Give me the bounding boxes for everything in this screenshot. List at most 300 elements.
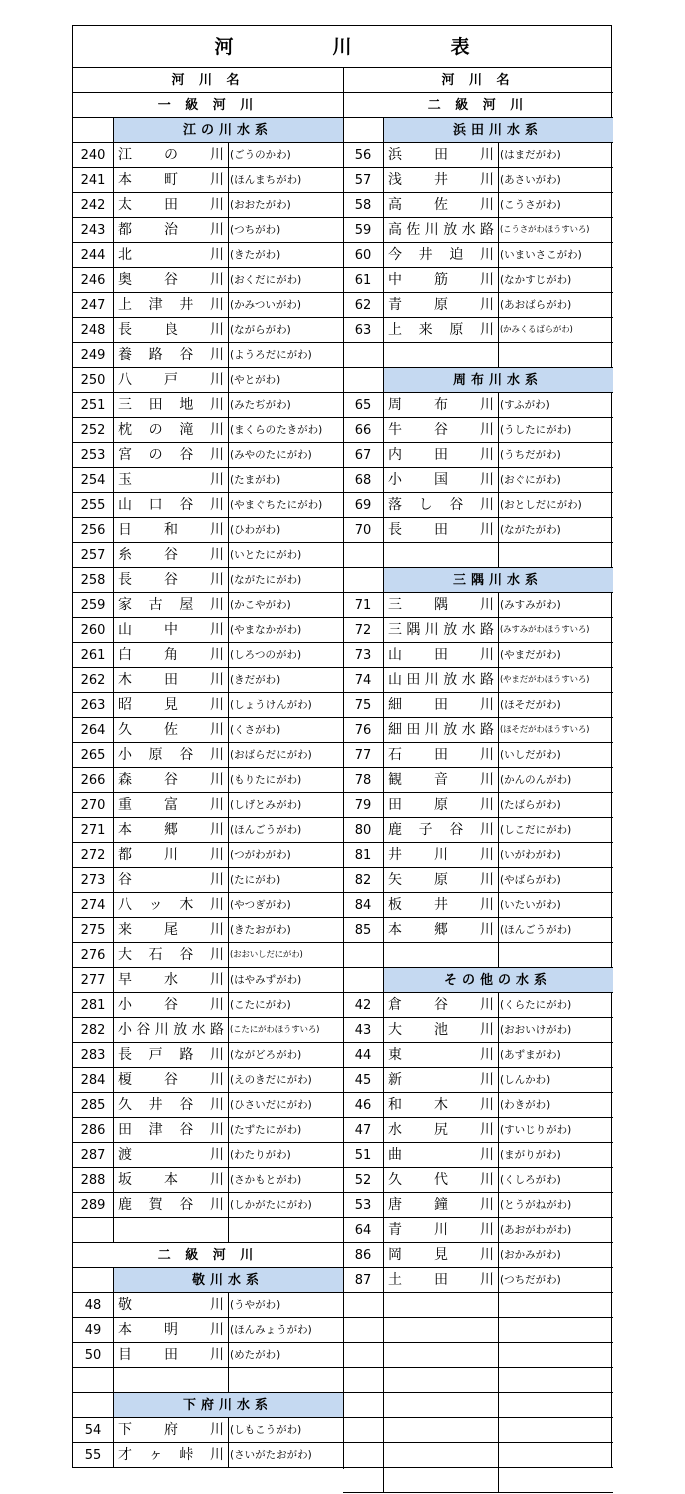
river-reading: (みたぢがわ)	[228, 393, 343, 418]
column-divider	[498, 1168, 499, 1193]
column-divider	[383, 1418, 384, 1443]
river-reading: (あさいがわ)	[498, 168, 613, 193]
river-name: 三隅川放水路	[383, 618, 498, 643]
column-divider	[113, 618, 114, 643]
river-name: 倉谷川	[383, 993, 498, 1018]
river-number: 252	[73, 418, 113, 443]
river-name: 大池川	[383, 1018, 498, 1043]
empty-cell	[343, 1318, 383, 1343]
river-name: 大石谷川	[113, 943, 228, 968]
right-table-row	[73, 793, 611, 818]
river-reading: (あずまがわ)	[498, 1043, 613, 1068]
right-table-row	[73, 268, 611, 293]
right-table-row	[73, 693, 611, 718]
column-divider	[498, 443, 499, 468]
column-divider	[228, 293, 229, 318]
column-divider	[228, 193, 229, 218]
river-reading: (うやがわ)	[228, 1293, 343, 1318]
column-divider	[498, 893, 499, 918]
river-reading: (まがりがわ)	[498, 1143, 613, 1168]
river-name: 三隅川	[383, 593, 498, 618]
right-table-row	[73, 193, 611, 218]
column-divider	[228, 693, 229, 718]
empty-cell	[498, 943, 613, 968]
column-divider	[383, 293, 384, 318]
river-name: 高佐川放水路	[383, 218, 498, 243]
column-divider	[228, 1093, 229, 1118]
river-reading: (たまがわ)	[228, 468, 343, 493]
river-name: 中筋川	[383, 268, 498, 293]
column-divider	[228, 568, 229, 593]
column-header: 河 川 名	[343, 68, 613, 93]
river-number: 248	[73, 318, 113, 343]
column-divider	[498, 1368, 499, 1393]
column-divider	[498, 1218, 499, 1243]
column-divider	[498, 1118, 499, 1143]
river-number: 263	[73, 693, 113, 718]
right-table-row	[73, 593, 611, 618]
column-divider	[498, 593, 499, 618]
column-divider	[383, 718, 384, 743]
river-reading: (やまだがわ)	[498, 643, 613, 668]
column-divider	[113, 843, 114, 868]
river-reading: (さいがたおがわ)	[228, 1443, 343, 1468]
column-divider	[228, 743, 229, 768]
column-divider	[228, 668, 229, 693]
column-divider	[113, 568, 114, 593]
river-number: 244	[73, 243, 113, 268]
river-name: 細田川	[383, 693, 498, 718]
column-divider	[228, 643, 229, 668]
river-reading: (くらたにがわ)	[498, 993, 613, 1018]
column-divider	[383, 568, 384, 593]
river-number: 243	[73, 218, 113, 243]
river-number: 77	[343, 743, 383, 768]
right-table-row	[73, 443, 611, 468]
column-divider	[228, 893, 229, 918]
column-divider	[383, 1393, 384, 1418]
column-divider	[228, 618, 229, 643]
column-divider	[498, 193, 499, 218]
right-table-row	[73, 1018, 611, 1043]
river-reading: (うちだがわ)	[498, 443, 613, 468]
column-divider	[383, 893, 384, 918]
column-divider	[113, 343, 114, 368]
column-divider	[383, 318, 384, 343]
river-name: 牛谷川	[383, 418, 498, 443]
river-number: 62	[343, 293, 383, 318]
river-name: 山田川	[383, 643, 498, 668]
river-name: 上来原川	[383, 318, 498, 343]
water-system-header: 江の川水系	[113, 118, 343, 143]
river-name: 谷 川	[113, 868, 228, 893]
river-reading: (たばらがわ)	[498, 793, 613, 818]
river-name: 浅井川	[383, 168, 498, 193]
column-divider	[383, 668, 384, 693]
right-table-row	[73, 1093, 611, 1118]
empty-cell	[343, 1293, 383, 1318]
right-table-row	[73, 1143, 611, 1168]
river-number: 262	[73, 668, 113, 693]
river-name: 玉 川	[113, 468, 228, 493]
river-name: 重富川	[113, 793, 228, 818]
right-table-row	[73, 1268, 611, 1293]
river-number: 256	[73, 518, 113, 543]
column-divider	[228, 343, 229, 368]
river-name: 細田川放水路	[383, 718, 498, 743]
river-number: 80	[343, 818, 383, 843]
river-number: 66	[343, 418, 383, 443]
river-reading: (すふがわ)	[498, 393, 613, 418]
empty-cell	[383, 1318, 498, 1343]
river-name: 八戸川	[113, 368, 228, 393]
column-divider	[383, 1068, 384, 1093]
river-reading: (ひさいだにがわ)	[228, 1093, 343, 1118]
column-divider	[498, 993, 499, 1018]
right-table-row	[73, 418, 611, 443]
column-divider	[228, 268, 229, 293]
column-divider	[228, 418, 229, 443]
river-name: 小国川	[383, 468, 498, 493]
column-divider	[113, 1418, 114, 1443]
river-name: 長谷川	[113, 568, 228, 593]
column-divider	[383, 1093, 384, 1118]
river-name: 内田川	[383, 443, 498, 468]
river-name: 榎谷川	[113, 1068, 228, 1093]
right-table-row	[73, 1318, 611, 1343]
river-name: 落し谷川	[383, 493, 498, 518]
water-system-header: 敬川水系	[113, 1268, 343, 1293]
column-divider	[498, 718, 499, 743]
column-divider	[113, 118, 114, 143]
column-divider	[228, 493, 229, 518]
column-divider	[498, 1468, 499, 1493]
column-divider	[498, 268, 499, 293]
river-reading: (しかがたにがわ)	[228, 1193, 343, 1218]
column-divider	[383, 743, 384, 768]
river-number: 282	[73, 1018, 113, 1043]
column-divider	[113, 243, 114, 268]
water-system-header: 浜田川水系	[383, 118, 613, 143]
column-divider	[228, 1443, 229, 1468]
right-table-row	[73, 1293, 611, 1318]
river-reading: (ながどろがわ)	[228, 1043, 343, 1068]
river-name: 坂本川	[113, 1168, 228, 1193]
river-reading: (たにがわ)	[228, 868, 343, 893]
column-divider	[498, 1193, 499, 1218]
column-header: 二 級 河 川	[343, 93, 613, 118]
column-divider	[228, 1193, 229, 1218]
river-reading: (おおいけがわ)	[498, 1018, 613, 1043]
column-divider	[498, 693, 499, 718]
right-table-row	[73, 1443, 611, 1468]
column-divider	[498, 768, 499, 793]
right-table-row	[73, 68, 611, 93]
river-name: 山口谷川	[113, 493, 228, 518]
empty-cell	[343, 943, 383, 968]
column-divider	[228, 793, 229, 818]
river-name: 田原川	[383, 793, 498, 818]
column-divider	[113, 993, 114, 1018]
river-number: 281	[73, 993, 113, 1018]
river-name: 青原川	[383, 293, 498, 318]
river-reading: (やとがわ)	[228, 368, 343, 393]
river-reading: (ようろだにがわ)	[228, 343, 343, 368]
column-divider	[498, 493, 499, 518]
river-reading: (ほそだがわほうすいろ)	[498, 718, 613, 743]
column-divider	[498, 1418, 499, 1443]
river-reading: (みやのたにがわ)	[228, 443, 343, 468]
river-name: 東 川	[383, 1043, 498, 1068]
river-name: 観音川	[383, 768, 498, 793]
column-divider	[113, 1393, 114, 1418]
column-divider	[383, 868, 384, 893]
river-number: 261	[73, 643, 113, 668]
column-divider	[113, 1143, 114, 1168]
river-reading: (こうさがわほうすいろ)	[498, 218, 613, 243]
column-divider	[113, 1193, 114, 1218]
column-divider	[228, 918, 229, 943]
river-reading: (なかすじがわ)	[498, 268, 613, 293]
river-name: 糸谷川	[113, 543, 228, 568]
column-divider	[498, 1393, 499, 1418]
river-name: 浜田川	[383, 143, 498, 168]
river-number: 247	[73, 293, 113, 318]
river-number: 249	[73, 343, 113, 368]
river-name: 白角川	[113, 643, 228, 668]
column-divider	[113, 1343, 114, 1368]
column-divider	[113, 643, 114, 668]
right-table-row	[73, 343, 611, 368]
column-divider	[498, 1293, 499, 1318]
river-name: 久代川	[383, 1168, 498, 1193]
river-number: 283	[73, 1043, 113, 1068]
column-divider	[498, 218, 499, 243]
right-table-row	[73, 493, 611, 518]
empty-cell	[498, 343, 613, 368]
column-divider	[113, 493, 114, 518]
column-divider	[113, 1218, 114, 1243]
empty-cell	[343, 1393, 383, 1418]
river-number: 74	[343, 668, 383, 693]
column-divider	[498, 1318, 499, 1343]
column-divider	[228, 818, 229, 843]
river-name: 木田川	[113, 668, 228, 693]
column-divider	[498, 543, 499, 568]
river-name: 家古屋川	[113, 593, 228, 618]
column-divider	[498, 518, 499, 543]
column-divider	[383, 143, 384, 168]
river-number: 84	[343, 893, 383, 918]
river-reading: (ほんごうがわ)	[498, 918, 613, 943]
river-name: 枕の滝川	[113, 418, 228, 443]
river-name: 久佐川	[113, 718, 228, 743]
column-divider	[383, 593, 384, 618]
column-divider	[383, 443, 384, 468]
river-name: 養路谷川	[113, 343, 228, 368]
river-number: 53	[343, 1193, 383, 1218]
river-reading: (やまなかがわ)	[228, 618, 343, 643]
column-divider	[383, 1243, 384, 1268]
column-divider	[113, 218, 114, 243]
column-divider	[498, 393, 499, 418]
river-name: 水尻川	[383, 1118, 498, 1143]
river-reading: (おおいしだにがわ)	[228, 943, 343, 968]
river-reading: (つがわがわ)	[228, 843, 343, 868]
column-divider	[383, 1168, 384, 1193]
column-divider	[498, 468, 499, 493]
river-number: 259	[73, 593, 113, 618]
river-reading: (ひわがわ)	[228, 518, 343, 543]
column-divider	[113, 1293, 114, 1318]
column-divider	[498, 868, 499, 893]
river-name: 日和川	[113, 518, 228, 543]
water-system-header: 下府川水系	[113, 1393, 343, 1418]
river-name: 和木川	[383, 1093, 498, 1118]
right-table-row	[73, 118, 611, 143]
river-name: 目田川	[113, 1343, 228, 1368]
river-name: 岡見川	[383, 1243, 498, 1268]
empty-cell	[383, 1343, 498, 1368]
river-reading: (えのきだにがわ)	[228, 1068, 343, 1093]
right-table-row	[73, 668, 611, 693]
column-divider	[113, 368, 114, 393]
column-divider	[228, 1318, 229, 1343]
column-divider	[228, 218, 229, 243]
empty-cell	[498, 1393, 613, 1418]
column-divider	[498, 1043, 499, 1068]
right-table-row	[73, 1193, 611, 1218]
river-number: 287	[73, 1143, 113, 1168]
right-table-row	[73, 393, 611, 418]
river-reading: (いまいさこがわ)	[498, 243, 613, 268]
column-divider	[113, 393, 114, 418]
river-number: 87	[343, 1268, 383, 1293]
river-number: 265	[73, 743, 113, 768]
empty-cell	[343, 543, 383, 568]
column-divider	[498, 943, 499, 968]
river-number: 49	[73, 1318, 113, 1343]
column-divider	[228, 1218, 229, 1243]
column-divider	[383, 1268, 384, 1293]
empty-cell	[343, 1368, 383, 1393]
column-divider	[383, 468, 384, 493]
column-divider	[498, 643, 499, 668]
column-divider	[228, 468, 229, 493]
column-header: 河 川 名	[73, 68, 343, 93]
river-reading: (こうさがわ)	[498, 193, 613, 218]
river-reading: (かみついがわ)	[228, 293, 343, 318]
column-divider	[113, 668, 114, 693]
river-number: 288	[73, 1168, 113, 1193]
empty-cell	[383, 1393, 498, 1418]
column-divider	[498, 318, 499, 343]
column-divider	[113, 743, 114, 768]
river-number: 50	[73, 1343, 113, 1368]
column-divider	[228, 843, 229, 868]
column-divider	[228, 443, 229, 468]
river-name: 下府川	[113, 1418, 228, 1443]
column-divider	[383, 218, 384, 243]
blank-cell	[343, 968, 383, 993]
table-title: 河 川 表	[73, 26, 611, 68]
river-number: 51	[343, 1143, 383, 1168]
right-table-row	[73, 868, 611, 893]
river-number: 258	[73, 568, 113, 593]
river-number: 68	[343, 468, 383, 493]
right-table-row	[73, 543, 611, 568]
river-number: 70	[343, 518, 383, 543]
river-name: 小原谷川	[113, 743, 228, 768]
river-number: 85	[343, 918, 383, 943]
column-divider	[383, 493, 384, 518]
right-table-row	[73, 1118, 611, 1143]
river-name: 高佐川	[383, 193, 498, 218]
river-number: 82	[343, 868, 383, 893]
river-number: 264	[73, 718, 113, 743]
river-name: 本町川	[113, 168, 228, 193]
center-divider	[343, 68, 344, 1469]
river-reading: (まくらのたきがわ)	[228, 418, 343, 443]
empty-cell	[343, 1343, 383, 1368]
water-system-header: 三隅川水系	[383, 568, 613, 593]
river-reading: (さかもとがわ)	[228, 1168, 343, 1193]
right-table-row	[73, 943, 611, 968]
column-divider	[383, 843, 384, 868]
column-divider	[383, 518, 384, 543]
river-reading: (うしたにがわ)	[498, 418, 613, 443]
column-divider	[113, 1443, 114, 1468]
river-number: 272	[73, 843, 113, 868]
column-divider	[498, 918, 499, 943]
river-name: 周布川	[383, 393, 498, 418]
column-divider	[498, 818, 499, 843]
river-name: 太田川	[113, 193, 228, 218]
column-divider	[228, 1018, 229, 1043]
river-reading: (ごうのかわ)	[228, 143, 343, 168]
river-number: 73	[343, 643, 383, 668]
empty-cell	[383, 1293, 498, 1318]
river-number: 270	[73, 793, 113, 818]
empty-cell	[498, 1343, 613, 1368]
empty-cell	[498, 1418, 613, 1443]
empty-cell	[343, 1468, 383, 1493]
river-number: 254	[73, 468, 113, 493]
column-divider	[383, 1318, 384, 1343]
river-reading: (かみくるばらがわ)	[498, 318, 613, 343]
river-name: 来尾川	[113, 918, 228, 943]
river-number: 285	[73, 1093, 113, 1118]
right-table-row	[73, 918, 611, 943]
river-reading: (ながらがわ)	[228, 318, 343, 343]
river-number: 72	[343, 618, 383, 643]
column-divider	[383, 243, 384, 268]
river-reading: (いとたにがわ)	[228, 543, 343, 568]
column-divider	[113, 293, 114, 318]
empty-cell	[383, 943, 498, 968]
column-divider	[113, 1268, 114, 1293]
right-table-row	[73, 893, 611, 918]
column-divider	[383, 1293, 384, 1318]
river-number: 69	[343, 493, 383, 518]
column-divider	[113, 543, 114, 568]
river-reading: (やばらがわ)	[498, 868, 613, 893]
river-reading: (はまだがわ)	[498, 143, 613, 168]
column-divider	[383, 1118, 384, 1143]
column-divider	[113, 1318, 114, 1343]
river-number: 255	[73, 493, 113, 518]
river-reading: (しもこうがわ)	[228, 1418, 343, 1443]
